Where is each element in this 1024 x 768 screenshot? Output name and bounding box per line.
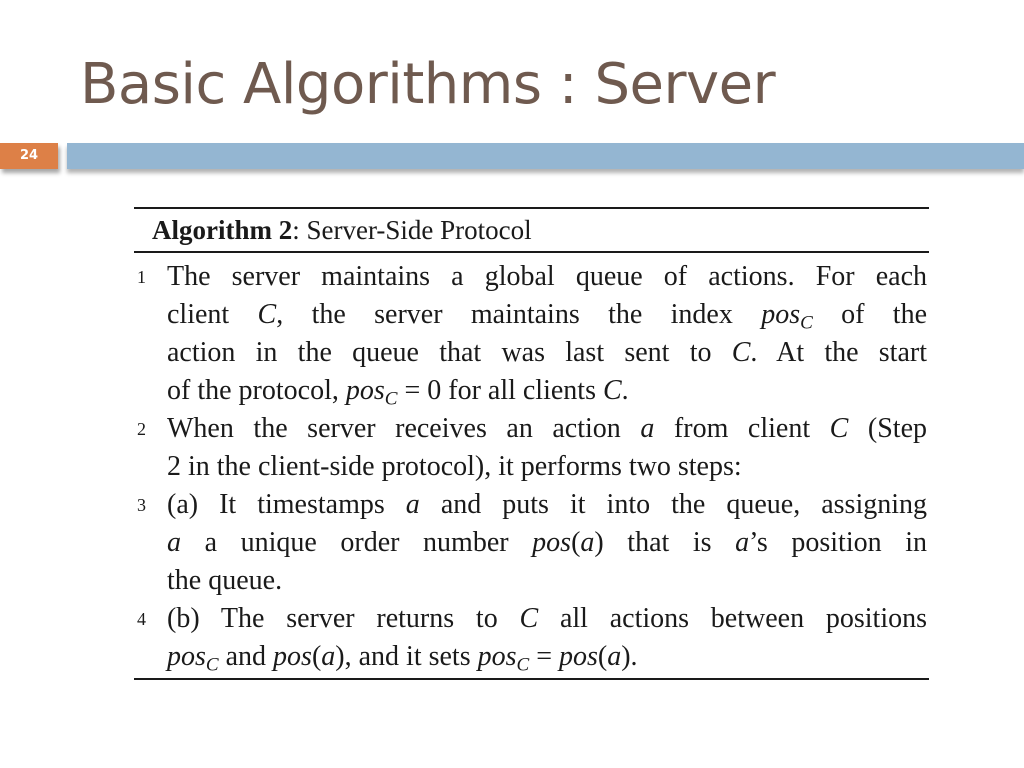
algorithm-colon: : (292, 215, 307, 245)
math-symbol (477, 641, 530, 676)
math-symbol (559, 641, 598, 672)
step-number: 4 (137, 609, 146, 629)
math-symbol (532, 527, 571, 558)
math-symbol-base: pos (273, 641, 312, 672)
text-run: client (167, 299, 258, 330)
math-symbol-base: a (405, 489, 420, 520)
step-line (167, 524, 927, 562)
math-symbol (640, 413, 654, 444)
step-number: 2 (137, 419, 146, 439)
text-run: When the server receives an action (167, 413, 641, 444)
text-run: = 0 for all clients (397, 375, 603, 406)
text-run: and (218, 641, 274, 672)
math-symbol (258, 299, 277, 330)
text-run: (Step (848, 413, 928, 444)
text-run: . At the start (750, 337, 927, 368)
math-symbol-base: C (519, 603, 539, 634)
math-symbol (735, 527, 749, 558)
math-symbol-base: a (580, 527, 595, 558)
text-run: all actions between positions (538, 603, 928, 634)
step-line (167, 562, 929, 600)
text-run: of the protocol, (167, 375, 346, 406)
text-run: a unique order number (181, 527, 533, 558)
algorithm-step (134, 486, 929, 600)
slide-number-badge: 24 (0, 143, 58, 169)
math-symbol-base: a (321, 641, 336, 672)
step-line (167, 296, 927, 334)
step-line (167, 600, 927, 638)
step-line (167, 334, 927, 372)
math-symbol (167, 641, 219, 676)
math-symbol (607, 641, 621, 672)
text-run: (b) The server returns to (167, 603, 520, 634)
text-run: from client (654, 413, 830, 444)
math-symbol-base: C (257, 299, 277, 330)
text-run: . (621, 375, 629, 406)
text-run: and puts it into the queue, assigning (419, 489, 928, 520)
math-symbol (321, 641, 335, 672)
title-underline-bar (67, 143, 1024, 169)
step-line (167, 372, 929, 410)
text-run: action in the queue that was last sent to (167, 337, 732, 368)
math-symbol (761, 299, 813, 334)
text-run: ’s position in (749, 527, 927, 558)
math-symbol-base: a (607, 641, 622, 672)
step-number: 3 (137, 495, 146, 515)
text-run: 2 in the client-side protocol), it performs two steps: (167, 451, 742, 482)
text-run: ). (621, 641, 638, 672)
text-run: the queue. (167, 565, 283, 596)
math-symbol (732, 337, 751, 368)
math-symbol-base: pos (477, 641, 517, 672)
math-symbol-base: pos (559, 641, 598, 672)
step-line (167, 258, 927, 296)
algorithm-name: Server-Side Protocol (306, 215, 532, 245)
text-run: (a) It timestamps (167, 489, 406, 520)
math-subscript: C (205, 654, 219, 676)
math-symbol-base: pos (532, 527, 572, 558)
math-symbol (830, 413, 849, 444)
math-symbol (167, 527, 181, 558)
algorithm-steps (134, 253, 929, 680)
math-symbol-base: a (167, 527, 181, 558)
algorithm-label: Algorithm 2 (152, 215, 293, 245)
step-line (167, 448, 929, 486)
math-subscript: C (516, 654, 530, 676)
text-run: ( (597, 641, 608, 672)
step-line (167, 410, 927, 448)
math-symbol (603, 375, 622, 406)
text-run: of the (812, 299, 928, 330)
text-run: ( (571, 527, 581, 558)
step-line (167, 486, 927, 524)
step-line (167, 638, 929, 676)
text-run: , the server maintains the index (276, 299, 762, 330)
math-subscript: C (800, 312, 813, 334)
math-symbol-base: a (640, 413, 655, 444)
math-symbol-base: C (602, 375, 622, 406)
math-symbol-base: a (735, 527, 750, 558)
text-run: ( (311, 641, 322, 672)
math-symbol-base: pos (167, 641, 206, 672)
math-symbol (406, 489, 420, 520)
slide-title: Basic Algorithms : Server (80, 52, 776, 117)
text-run: The server maintains a global queue of actions. For each (167, 261, 927, 292)
algorithm-step (134, 600, 929, 676)
text-run: ) that is (594, 527, 736, 558)
math-symbol-base: pos (345, 375, 385, 406)
step-number: 1 (137, 267, 146, 287)
math-symbol-base: pos (761, 299, 801, 330)
algorithm-box (134, 207, 929, 680)
algorithm-step (134, 258, 929, 410)
text-run: ), and it sets (335, 641, 478, 672)
math-symbol (580, 527, 594, 558)
text-run: = (529, 641, 559, 672)
math-symbol (273, 641, 312, 672)
math-symbol-base: C (731, 337, 751, 368)
algorithm-header (134, 207, 929, 253)
math-symbol-base: C (829, 413, 849, 444)
math-symbol (520, 603, 539, 634)
math-symbol (345, 375, 398, 410)
math-subscript: C (384, 388, 398, 410)
algorithm-step (134, 410, 929, 486)
